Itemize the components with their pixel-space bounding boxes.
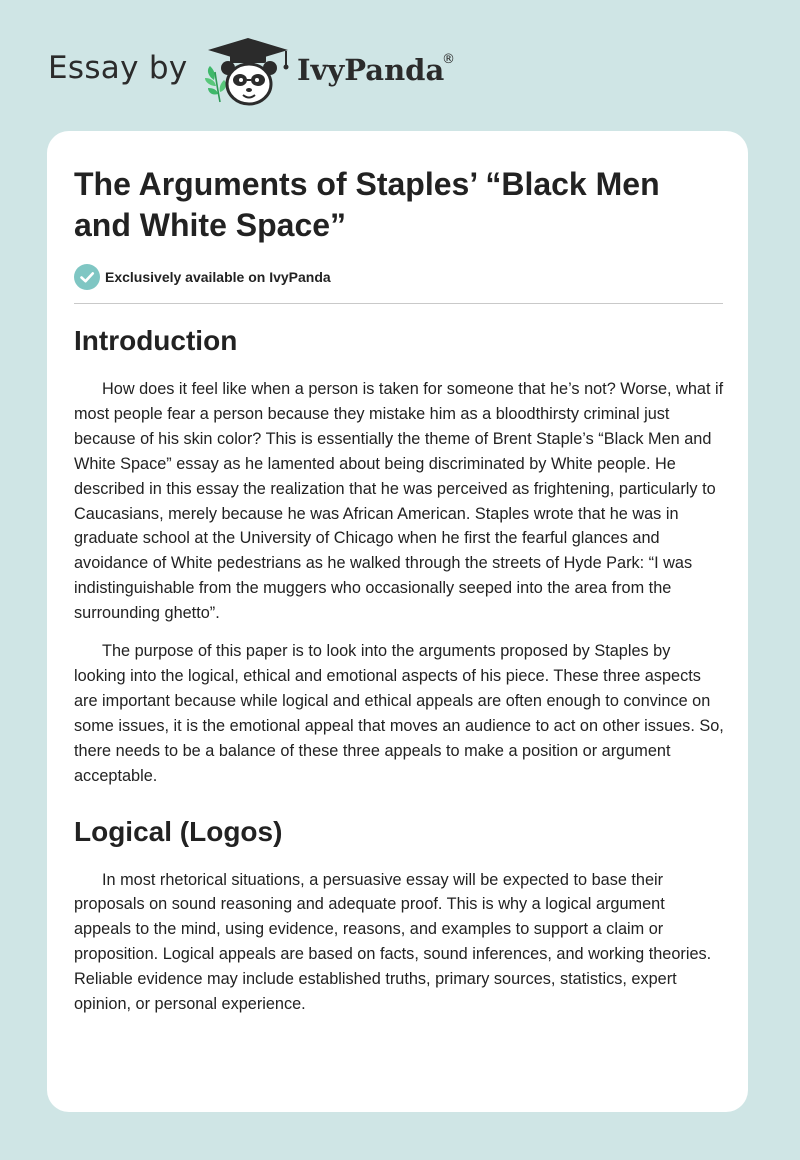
registered-mark: ® [442, 52, 455, 67]
checkmark-icon [74, 264, 100, 290]
exclusive-badge-label: Exclusively available on IvyPanda [105, 269, 331, 285]
title-divider [74, 303, 723, 304]
site-header [0, 0, 800, 130]
exclusive-badge [74, 264, 331, 290]
section-heading-introduction: Introduction [74, 325, 238, 356]
essay-card [47, 131, 748, 1112]
paragraph: The purpose of this paper is to look into the arguments proposed by Staples by looking into the logical, ethical and emotional aspects of his piece. These three aspects are important because while logical and ethical appeals are often enough to convince on some issues, it is the emotional appeal that moves an audience to act on other issues. So, there needs to be a balance of these three appeals to make a position or argument acceptable. [74, 642, 724, 785]
essay-body [74, 324, 726, 1030]
paragraph: In most rhetorical situations, a persuasive essay will be expected to base their proposals on sound reasoning and adequate proof. This is why a logical argument appeals to the mind, using evidence, reasons, and examples to support a claim or proposition. Logical appeals are based on facts, sound inferences, and working theories. Reliable evidence may include established truths, primary sources, statistics, expert opinion, or personal experience. [74, 870, 712, 1014]
essay-title: The Arguments of Staples’ “Black Men and White Space” [74, 166, 660, 243]
panda-face-icon [221, 61, 277, 104]
essay-by-label: Essay by [48, 50, 188, 86]
brand-name[interactable]: IvyPanda [297, 53, 445, 87]
ivypanda-logo[interactable] [202, 36, 294, 108]
section-heading-logical: Logical (Logos) [74, 815, 283, 847]
paragraph: How does it feel like when a person is taken for someone that he’s not? Worse, what if most people fear a person because they mistake him as a bloodthirsty criminal just because of his skin color? This is essentially the theme of Brent Staple’s “Black Men and White Space” essay as he lamented about being discriminated by White people. He described in this essay the realization that he was perceived as frightening, particularly to Caucasians, merely because he was African American. Staples wrote that he was in graduate school at the University of Chicago when he first the fearful glances and avoidance of White pedestrians as he walked through the streets of Hyde Park: “I was indistinguishable from the muggers who occasionally seeped into the area from the surrounding ghetto”. [74, 380, 724, 623]
